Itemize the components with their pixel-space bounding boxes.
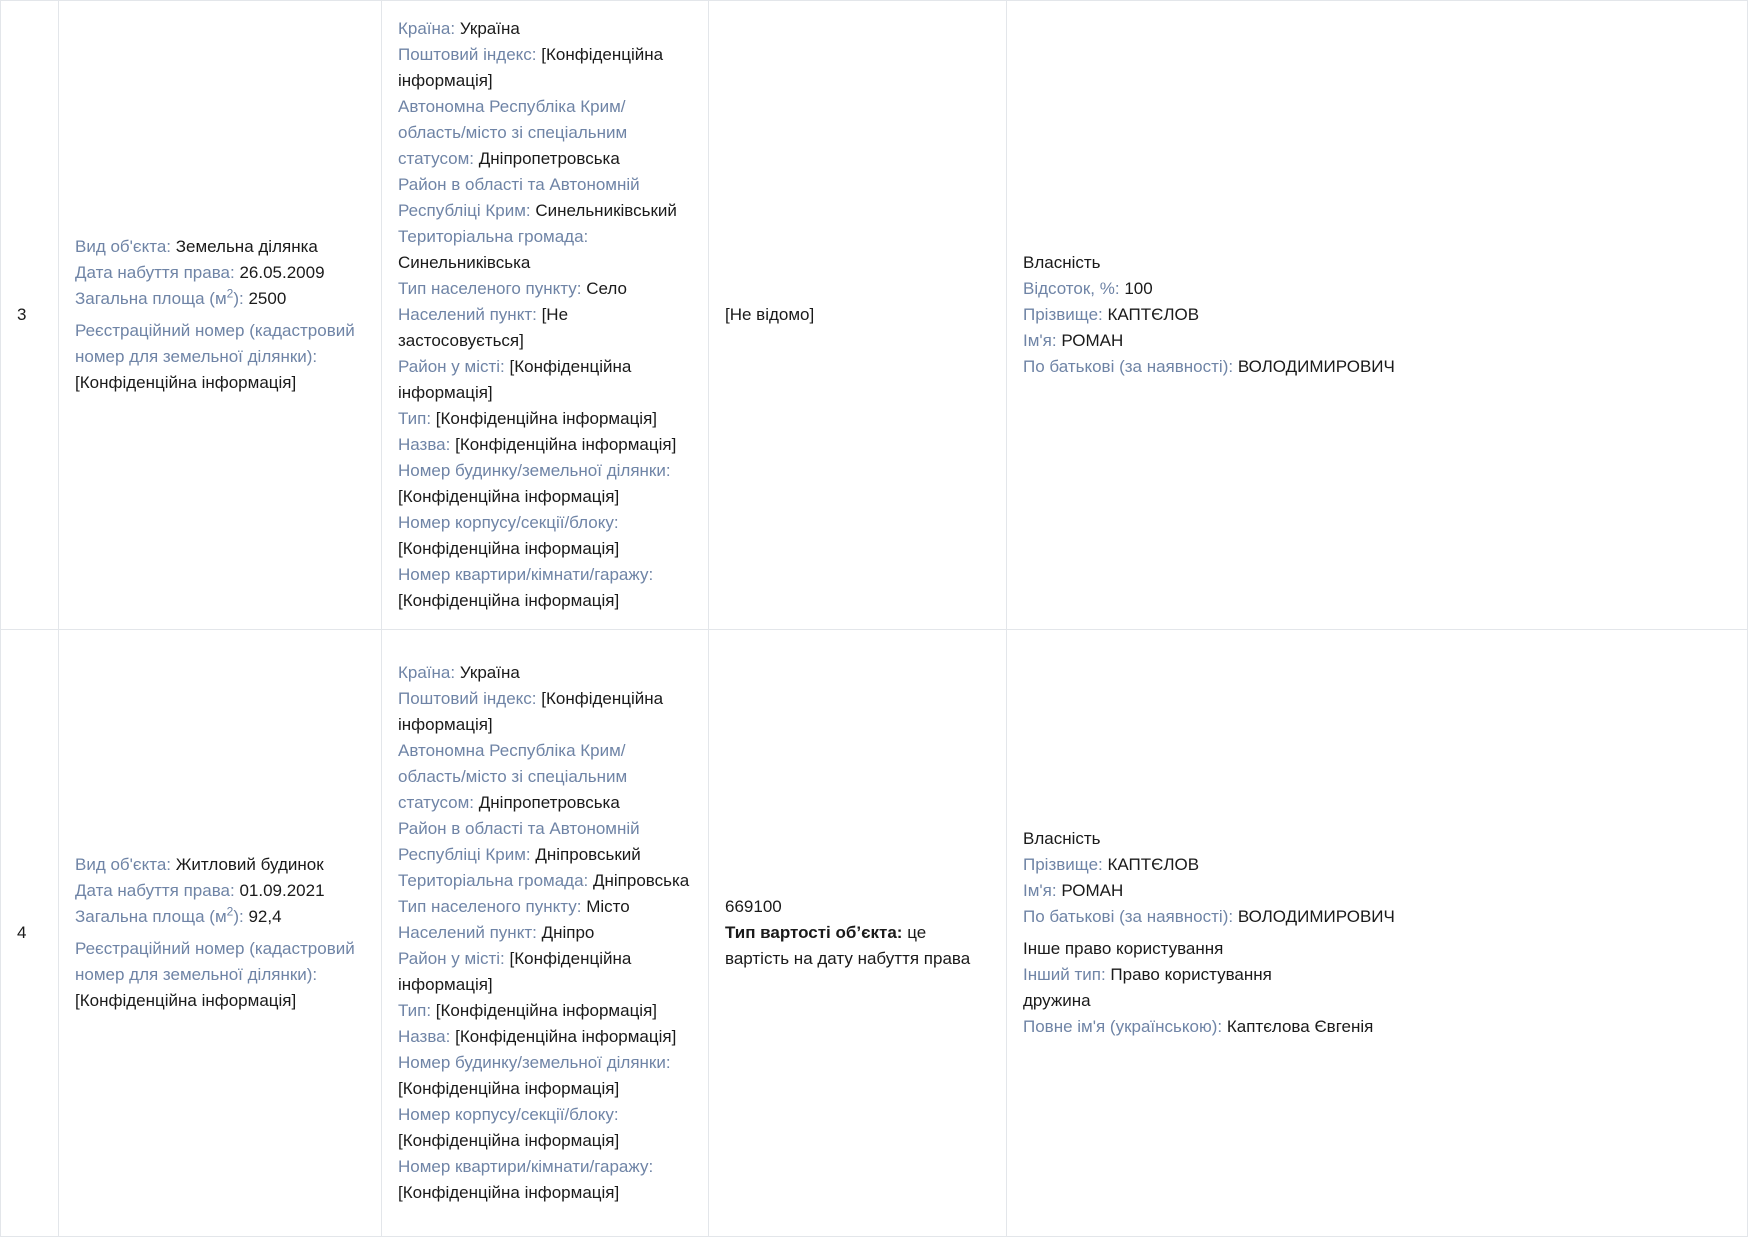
object-cell	[59, 1, 382, 630]
address-apartment: Номер квартири/кімнати/гаражу: [Конфіденційна інформація]	[398, 565, 654, 610]
address-type: Тип: [Конфіденційна інформація]	[398, 409, 658, 428]
registration-number: Реєстраційний номер (кадастровий номер для земельної ділянки): [Конфіденційна інформація]	[75, 939, 355, 1010]
row-number-cell	[1, 630, 59, 1237]
address-building: Номер корпусу/секції/блоку: [Конфіденційна інформація]	[398, 1105, 620, 1150]
cost-value: 669100	[725, 897, 782, 916]
total-area: Загальна площа $(м^2)$: 92,4	[75, 904, 282, 926]
object-type: Вид об'єкта: Житловий будинок	[75, 855, 324, 874]
owner-patronymic: По батькові (за наявності): ВОЛОДИМИРОВИЧ	[1023, 357, 1395, 376]
address-settlement: Населений пункт: [Не застосовується]	[398, 305, 569, 350]
right-type: Власність	[1023, 829, 1101, 848]
object-type: Вид об'єкта: Земельна ділянка	[75, 237, 318, 256]
address-community: Територіальна громада: Дніпровська	[398, 871, 690, 890]
owner-patronymic: По батькові (за наявності): ВОЛОДИМИРОВИЧ	[1023, 907, 1395, 926]
address-name: Назва: [Конфіденційна інформація]	[398, 435, 677, 454]
acquisition-date: Дата набуття права: 26.05.2009	[75, 263, 325, 282]
rights-cell	[1007, 1, 1748, 630]
address-settlement-type: Тип населеного пункту: Місто	[398, 897, 630, 916]
address-postal: Поштовий індекс: [Конфіденційна інформація]	[398, 45, 664, 90]
table-row	[1, 1, 1748, 630]
full-name-ua: Повне ім'я (українською): Каптєлова Євгенія	[1023, 1017, 1374, 1036]
cost-value: [Не відомо]	[725, 305, 815, 324]
row-number: 3	[17, 305, 27, 324]
address-house: Номер будинку/земельної ділянки: [Конфіденційна інформація]	[398, 461, 671, 506]
address-building: Номер корпусу/секції/блоку: [Конфіденційна інформація]	[398, 513, 620, 558]
row-number-cell	[1, 1, 59, 630]
cost-cell	[709, 1, 1007, 630]
object-cell	[59, 630, 382, 1237]
address-cell	[382, 630, 709, 1237]
registration-number: Реєстраційний номер (кадастровий номер для земельної ділянки): [Конфіденційна інформація]	[75, 321, 355, 392]
other-right-type: Інший тип: Право користування	[1023, 965, 1272, 984]
address-country: Країна: Україна	[398, 19, 520, 38]
cost-cell	[709, 630, 1007, 1237]
table-row	[1, 630, 1748, 1237]
row-number: 4	[17, 923, 27, 942]
address-country: Країна: Україна	[398, 663, 520, 682]
address-postal: Поштовий індекс: [Конфіденційна інформація]	[398, 689, 664, 734]
acquisition-date: Дата набуття права: 01.09.2021	[75, 881, 325, 900]
owner-first-name: Ім'я: РОМАН	[1023, 331, 1124, 350]
address-city-district: Район у місті: [Конфіденційна інформація]	[398, 357, 632, 402]
address-name: Назва: [Конфіденційна інформація]	[398, 1027, 677, 1046]
right-type-other: Інше право користування	[1023, 939, 1224, 958]
address-district: Район в області та Автономній Республіці Крим: Синельниківський	[398, 175, 677, 220]
address-city-district: Район у місті: [Конфіденційна інформація]	[398, 949, 632, 994]
address-district: Район в області та Автономній Республіці Крим: Дніпровський	[398, 819, 641, 864]
address-cell	[382, 1, 709, 630]
right-type: Власність	[1023, 253, 1101, 272]
owner-surname: Прізвище: КАПТЄЛОВ	[1023, 305, 1200, 324]
address-region: Автономна Республіка Крим/ область/місто зі спеціальним статусом: Дніпропетровська	[398, 97, 628, 168]
owner-surname: Прізвище: КАПТЄЛОВ	[1023, 855, 1200, 874]
owner-first-name: Ім'я: РОМАН	[1023, 881, 1124, 900]
address-type: Тип: [Конфіденційна інформація]	[398, 1001, 658, 1020]
address-settlement: Населений пункт: Дніпро	[398, 923, 595, 942]
address-settlement-type: Тип населеного пункту: Село	[398, 279, 627, 298]
relation: дружина	[1023, 991, 1091, 1010]
address-apartment: Номер квартири/кімнати/гаражу: [Конфіденційна інформація]	[398, 1157, 654, 1202]
rights-cell	[1007, 630, 1748, 1237]
cost-type: Тип вартості об’єкта: це вартість на дату набуття права	[725, 923, 971, 968]
address-house: Номер будинку/земельної ділянки: [Конфіденційна інформація]	[398, 1053, 671, 1098]
ownership-percent: Відсоток, %: 100	[1023, 279, 1153, 298]
address-community: Територіальна громада: Синельниківська	[398, 227, 589, 272]
address-region: Автономна Республіка Крим/ область/місто зі спеціальним статусом: Дніпропетровська	[398, 741, 628, 812]
total-area: Загальна площа $(м^2)$: 2500	[75, 286, 287, 308]
